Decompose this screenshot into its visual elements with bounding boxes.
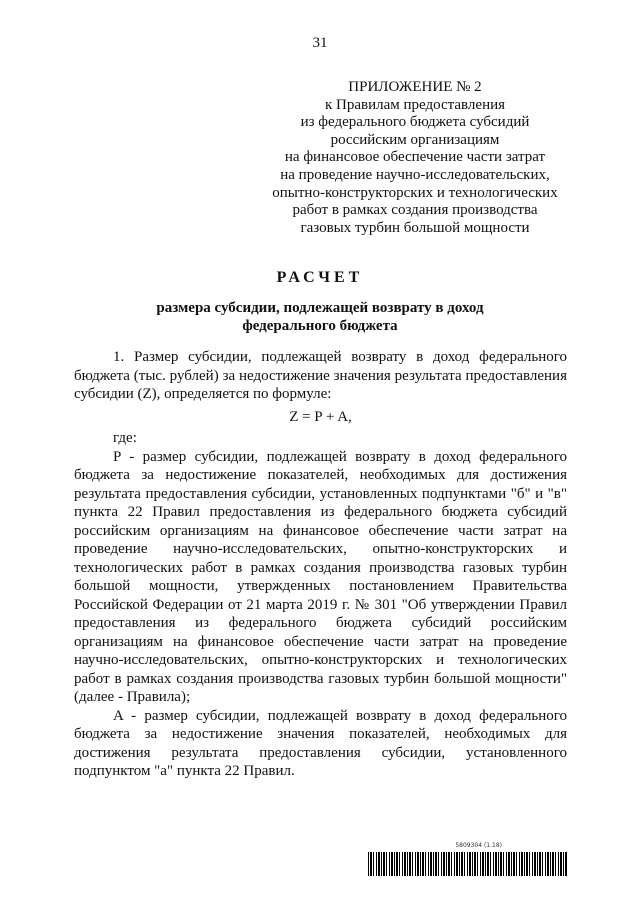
appendix-line: ПРИЛОЖЕНИЕ № 2 [348,79,482,95]
document-body [74,348,567,781]
subtitle-line: федерального бюджета [242,318,398,334]
appendix-line: опытно-конструкторских и технологических [272,184,558,201]
barcode-block [368,842,568,876]
appendix-line: российским организациям [330,131,500,148]
paragraph-1: 1. Размер субсидии, подлежащей возврату в доход федерального бюджета (тыс. рублей) за недостижение значения результата предоставления субсидии (Z), определяется по формуле: [74,349,567,402]
appendix-line: на финансовое обеспечение части затрат [284,149,546,166]
formula: Z = P + A, [289,408,352,425]
appendix-line: на проведение научно-исследовательских, [280,166,550,183]
definition-a: A - размер субсидии, подлежащей возврату в доход федерального бюджета за недостижение значения показателей, необходимых для достижения результата предоставления субсидии, установленного подпунктом "а" пункта 22 Правил. [74,707,567,779]
appendix-line: из федерального бюджета субсидий [300,114,530,131]
page-number: 31 [312,35,328,51]
barcode-label: 5809304 (1.18) [455,842,502,849]
appendix-line: к Правилам предоставления [324,96,506,113]
document-subtitle [0,299,640,335]
appendix-line: работ в рамках создания производства [292,202,538,219]
subtitle-line: размера субсидии, подлежащей возврату в доход [156,300,484,316]
appendix-line: газовых турбин большой мощности [300,219,530,236]
document-title: РАСЧЕТ [276,269,364,286]
definition-p: P - размер субсидии, подлежащей возврату в доход федерального бюджета за недостижение показателей, необходимых для достижения результата предоставления субсидии, установленных подпунктами "б" и "в" пункта 22 Правил предоставления из федерального бюджета субсидий российским организациям на финансовое обеспечение части затрат на проведение научно-исследовательских, опытно-конструкторских и технологических работ в рамках создания производства газовых турбин большой мощности, утвержденных постановлением Правительства Российской Федерации от 21 марта 2019 г. № 301 "Об утверждении Правил предоставления из федерального бюджета субсидий российским организациям на финансовое обеспечение части затрат на проведение научно-исследовательских, опытно-конструкторских и технологических работ в рамках создания производства газовых турбин большой мощности" (далее - Правила); [74,448,567,705]
where-label: где: [113,430,137,446]
appendix-header [250,79,580,237]
barcode-icon [368,852,568,876]
